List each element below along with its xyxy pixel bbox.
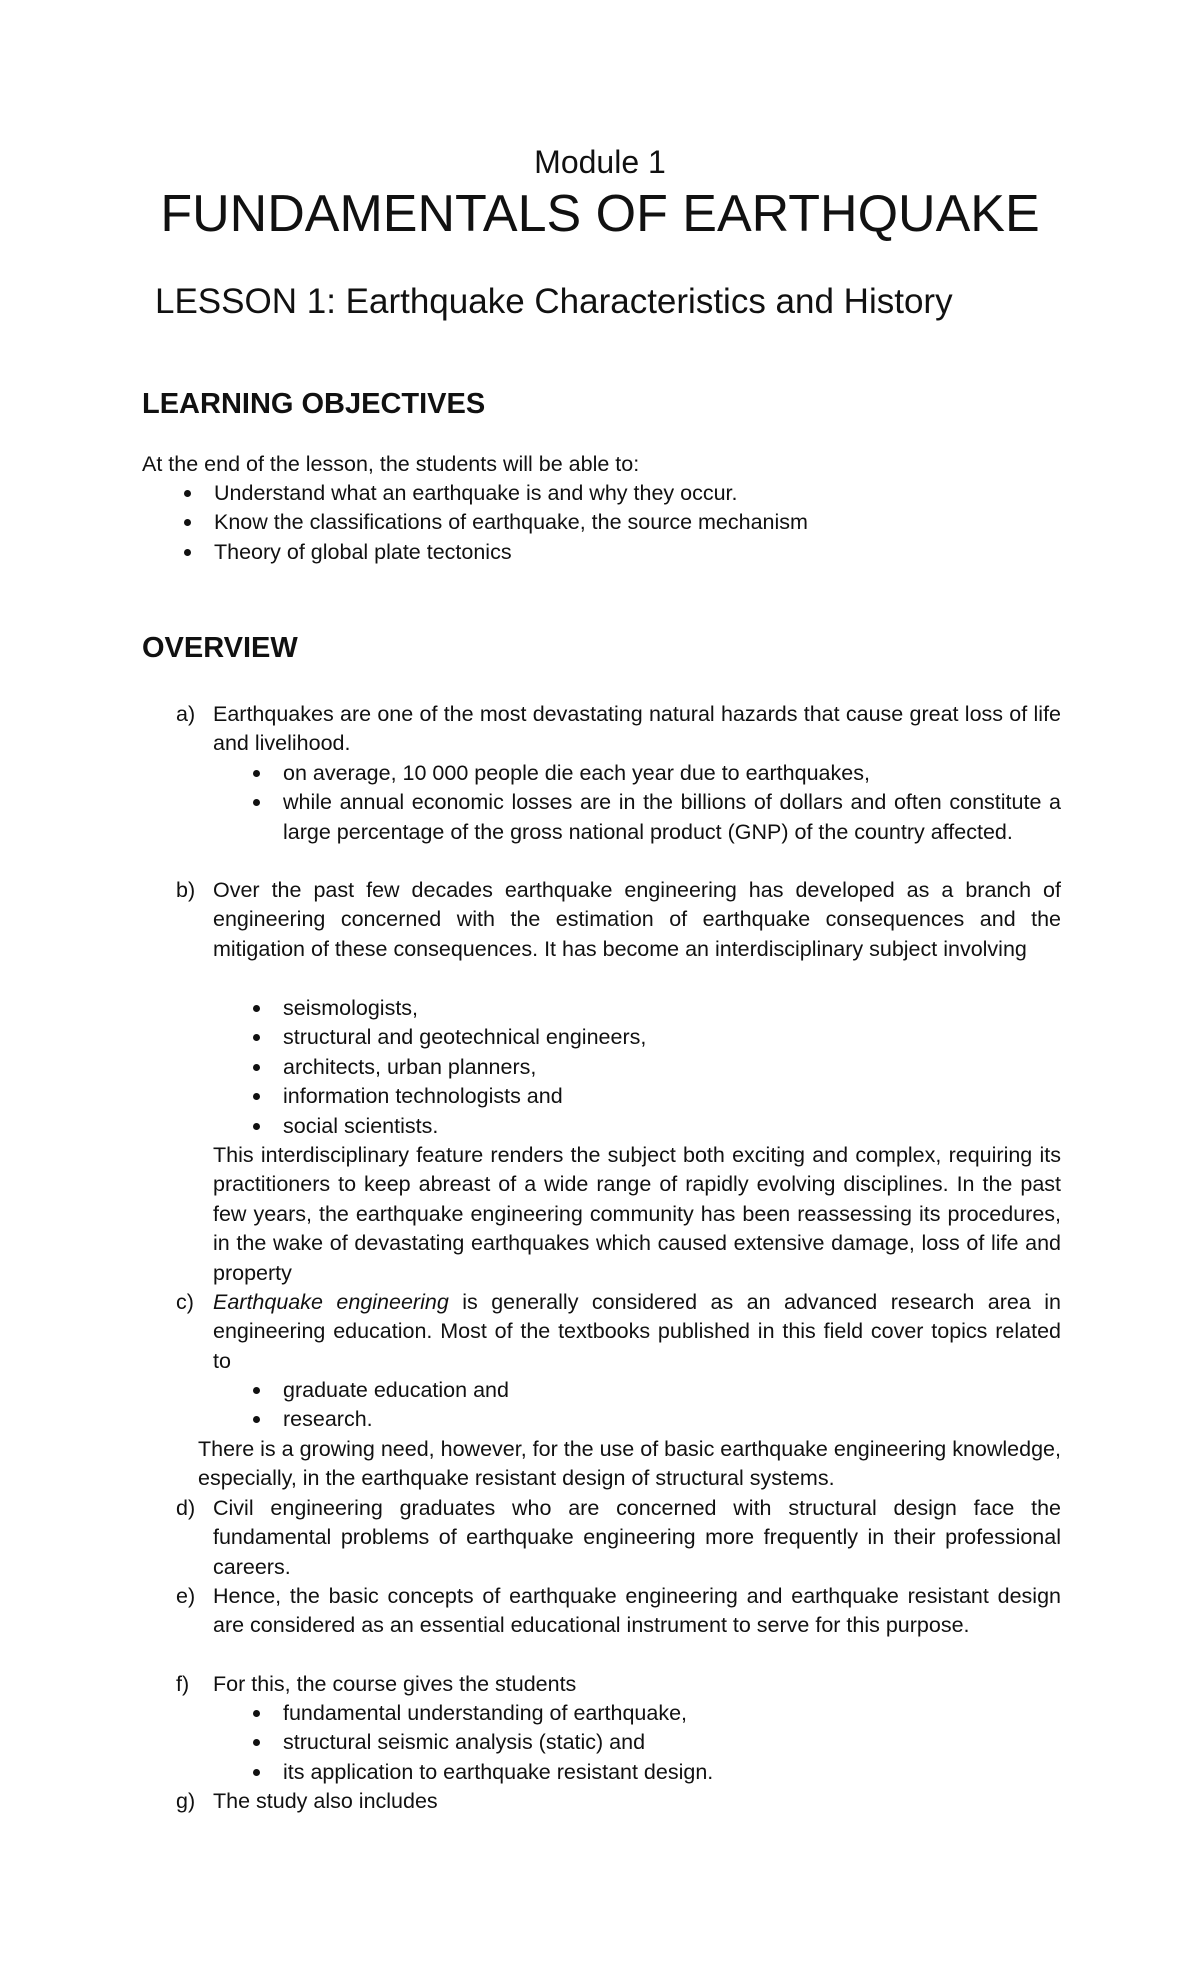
bullet-icon xyxy=(253,1416,260,1423)
list-item: seismologists, xyxy=(283,994,1061,1023)
item-letter-g: g) xyxy=(176,1789,196,1813)
bullet-icon xyxy=(253,1123,260,1130)
module-title: FUNDAMENTALS OF EARTHQUAKE xyxy=(160,185,1040,243)
list-item: on average, 10 000 people die each year due to earthquakes, xyxy=(283,759,1061,788)
overview-c-after: There is a growing need, however, for the use of basic earthquake engineering knowledge, especially, in the earthquake resistant design of structural systems. xyxy=(198,1437,1061,1491)
overview-item-b: Over the past few decades earthquake engineering has developed as a branch of engineering concerned with the estimation of earthquake consequences and the mitigation of these consequences. It has become an interdisciplinary subject involving xyxy=(213,878,1061,961)
item-letter-d: d) xyxy=(176,1496,196,1520)
module-label: Module 1 xyxy=(534,144,666,180)
overview-b-after: This interdisciplinary feature renders the subject both exciting and complex, requiring its practitioners to keep abreast of a wide range of rapidly evolving disciplines. In the past few years, the earthquake engineering community has been reassessing its procedures, in the wake of devastating earthquakes which caused extensive damage, loss of life and property xyxy=(213,1143,1061,1285)
overview-item-g: The study also includes xyxy=(213,1789,438,1813)
overview-c-bullets xyxy=(283,1376,1061,1435)
overview-f-bullets xyxy=(283,1699,1061,1787)
list-item: Theory of global plate tectonics xyxy=(214,538,1074,567)
list-item: information technologists and xyxy=(283,1082,1061,1111)
emphasis-text: Earthquake engineering xyxy=(213,1290,449,1314)
list-item: Know the classifications of earthquake, the source mechanism xyxy=(214,508,1074,537)
overview-item-e: Hence, the basic concepts of earthquake engineering and earthquake resistant design are considered as an essential educational instrument to serve for this purpose. xyxy=(213,1584,1061,1638)
item-letter-a: a) xyxy=(176,702,196,726)
overview-a-bullets xyxy=(283,759,1061,847)
bullet-icon xyxy=(184,490,191,497)
overview-heading: OVERVIEW xyxy=(142,632,298,664)
list-item: social scientists. xyxy=(283,1112,1061,1141)
list-item: structural seismic analysis (static) and xyxy=(283,1728,1061,1757)
lesson-title: LESSON 1: Earthquake Characteristics and History xyxy=(155,282,953,321)
bullet-icon xyxy=(253,1710,260,1717)
objectives-heading: LEARNING OBJECTIVES xyxy=(142,388,486,420)
overview-item-f: For this, the course gives the students xyxy=(213,1672,577,1696)
list-item: fundamental understanding of earthquake, xyxy=(283,1699,1061,1728)
item-letter-c: c) xyxy=(176,1290,194,1314)
objectives-intro: At the end of the lesson, the students will be able to: xyxy=(142,452,640,476)
item-letter-f: f) xyxy=(176,1672,190,1696)
list-item: research. xyxy=(283,1405,1061,1434)
bullet-icon xyxy=(184,549,191,556)
bullet-icon xyxy=(253,770,260,777)
list-item: its application to earthquake resistant design. xyxy=(283,1758,1061,1787)
item-letter-e: e) xyxy=(176,1584,196,1608)
bullet-icon xyxy=(253,1064,260,1071)
objectives-list xyxy=(214,479,1074,567)
overview-item-c: Earthquake engineering is generally considered as an advanced research area in engineering education. Most of the textbooks published in this field cover topics related to xyxy=(213,1290,1061,1373)
bullet-icon xyxy=(253,1005,260,1012)
overview-item-d: Civil engineering graduates who are concerned with structural design face the fundamental problems of earthquake engineering more frequently in their professional careers. xyxy=(213,1496,1061,1579)
item-letter-b: b) xyxy=(176,878,196,902)
list-item: architects, urban planners, xyxy=(283,1053,1061,1082)
overview-item-a: Earthquakes are one of the most devastating natural hazards that cause great loss of life and livelihood. xyxy=(213,702,1061,756)
list-item: while annual economic losses are in the billions of dollars and often constitute a large percentage of the gross national product (GNP) of the country affected. xyxy=(283,788,1061,847)
bullet-icon xyxy=(253,1034,260,1041)
overview-b-bullets xyxy=(283,994,1061,1141)
list-item: Understand what an earthquake is and why they occur. xyxy=(214,479,1074,508)
bullet-icon xyxy=(253,799,260,806)
bullet-icon xyxy=(253,1093,260,1100)
bullet-icon xyxy=(184,519,191,526)
list-item: graduate education and xyxy=(283,1376,1061,1405)
bullet-icon xyxy=(253,1739,260,1746)
bullet-icon xyxy=(253,1387,260,1394)
bullet-icon xyxy=(253,1769,260,1776)
list-item: structural and geotechnical engineers, xyxy=(283,1023,1061,1052)
